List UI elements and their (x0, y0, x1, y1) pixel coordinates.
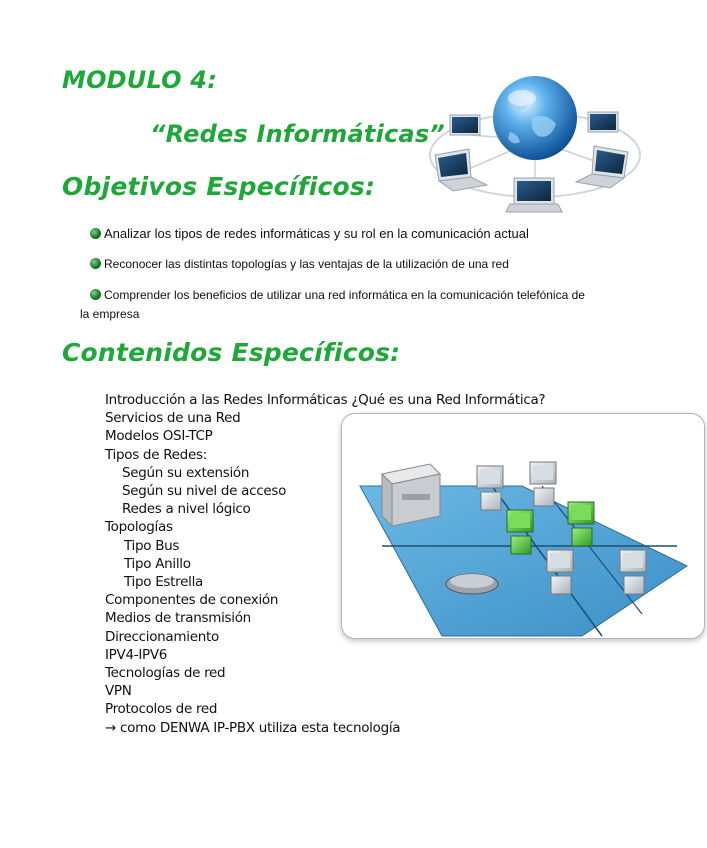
list-item: Según su nivel de acceso (122, 483, 287, 500)
list-item: Modelos OSI-TCP (105, 428, 213, 445)
objective-item (80, 286, 670, 324)
list-item: Servicios de una Red (105, 410, 241, 427)
list-item: Tecnologías de red (105, 665, 226, 682)
objective-text-continued: la empresa (80, 307, 140, 321)
list-item: VPN (105, 683, 132, 700)
list-item: Según su extensión (122, 464, 250, 481)
list-item: Componentes de conexión (105, 592, 279, 609)
objective-text: Reconocer las distintas topologías y las ventajas de la utilización de una red (104, 257, 509, 271)
network-diagram-image (341, 413, 705, 639)
green-globe-bullet-icon (90, 289, 101, 300)
green-globe-bullet-icon (90, 258, 101, 269)
list-item: Medios de transmisión (105, 610, 251, 627)
list-item: Direccionamiento (105, 628, 219, 645)
list-item: Redes a nivel lógico (122, 501, 251, 518)
objective-text: Analizar los tipos de redes informáticas y su rol en la comunicación actual (104, 226, 529, 241)
network-diagram-icon (342, 414, 704, 638)
objective-item (90, 224, 650, 243)
module-heading: MODULO 4: (62, 66, 217, 94)
list-item: Topologías (105, 519, 173, 536)
objective-item (90, 255, 650, 274)
list-item: Tipos de Redes: (105, 446, 207, 463)
list-item: Tipo Estrella (124, 574, 203, 591)
list-item: → como DENWA IP-PBX utiliza esta tecnología (105, 719, 401, 736)
list-item: Protocolos de red (105, 701, 218, 718)
contents-heading: Contenidos Específicos: (62, 338, 401, 367)
list-item: Tipo Bus (124, 537, 180, 554)
globe-network-icon (410, 60, 650, 230)
list-item: IPV4-IPV6 (105, 646, 168, 663)
page-title: “Redes Informáticas” (150, 120, 445, 148)
list-item: Tipo Anillo (124, 555, 191, 572)
green-globe-bullet-icon (90, 228, 101, 239)
list-item: Introducción a las Redes Informáticas ¿Qué es una Red Informática? (105, 392, 546, 408)
objectives-heading: Objetivos Específicos: (62, 172, 376, 201)
objective-text: Comprender los beneficios de utilizar una red informática en la comunicación telefónica de (104, 288, 585, 302)
